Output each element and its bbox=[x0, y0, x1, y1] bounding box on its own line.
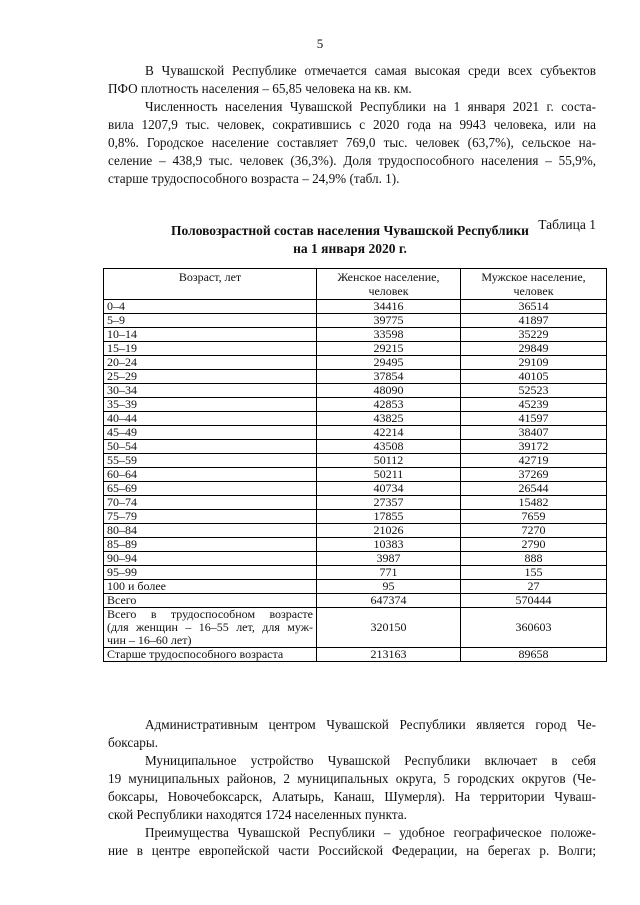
header-male: Мужское население, человек bbox=[461, 269, 607, 300]
male-cell: 26544 bbox=[461, 482, 607, 496]
female-cell: 10383 bbox=[317, 538, 461, 552]
male-cell: 40105 bbox=[461, 370, 607, 384]
text-line: Численность населения Чувашской Республики на 1 января 2021 г. соста- bbox=[145, 99, 596, 114]
senior-female: 213163 bbox=[317, 648, 461, 662]
table-row bbox=[104, 496, 607, 510]
age-cell: 95–99 bbox=[104, 566, 317, 580]
male-cell: 36514 bbox=[461, 300, 607, 314]
senior-label: Старше трудоспособного возраста bbox=[104, 648, 317, 662]
text-line: Преимущества Чувашской Республики – удобное географическое положе- bbox=[145, 825, 596, 840]
table-row bbox=[104, 468, 607, 482]
female-cell: 771 bbox=[317, 566, 461, 580]
age-cell: 0–4 bbox=[104, 300, 317, 314]
male-cell: 39172 bbox=[461, 440, 607, 454]
working-age-female: 320150 bbox=[317, 608, 461, 648]
senior-row bbox=[104, 648, 607, 662]
female-cell: 50211 bbox=[317, 468, 461, 482]
female-cell: 33598 bbox=[317, 328, 461, 342]
paragraph-municipal bbox=[108, 752, 596, 824]
text-line: селение – 438,9 тыс. человек (36,3%). Доля трудоспособного населения – 55,9%, bbox=[108, 153, 596, 168]
age-cell: 85–89 bbox=[104, 538, 317, 552]
table-row bbox=[104, 300, 607, 314]
male-cell: 7659 bbox=[461, 510, 607, 524]
male-cell: 41597 bbox=[461, 412, 607, 426]
text-line: боксары, Новочебоксарск, Алатырь, Канаш, Шумерля). На территории Чуваш- bbox=[108, 789, 596, 804]
page-number: 5 bbox=[316, 36, 324, 51]
table-label: Таблица 1 bbox=[538, 217, 596, 232]
male-cell: 888 bbox=[461, 552, 607, 566]
text-line: В Чувашской Республике отмечается самая высокая среди всех субъектов bbox=[145, 63, 596, 78]
male-cell: 37269 bbox=[461, 468, 607, 482]
female-cell: 43508 bbox=[317, 440, 461, 454]
paragraph-density bbox=[108, 62, 596, 98]
female-cell: 40734 bbox=[317, 482, 461, 496]
table-row bbox=[104, 510, 607, 524]
female-cell: 29495 bbox=[317, 356, 461, 370]
female-cell: 50112 bbox=[317, 454, 461, 468]
age-cell: 30–34 bbox=[104, 384, 317, 398]
table-title-line: на 1 января 2020 г. bbox=[293, 241, 407, 256]
male-cell: 15482 bbox=[461, 496, 607, 510]
male-cell: 38407 bbox=[461, 426, 607, 440]
male-cell: 29109 bbox=[461, 356, 607, 370]
female-cell: 34416 bbox=[317, 300, 461, 314]
paragraph-advantages bbox=[108, 824, 596, 860]
table-header-row bbox=[104, 269, 607, 300]
male-cell: 35229 bbox=[461, 328, 607, 342]
age-cell: 50–54 bbox=[104, 440, 317, 454]
female-cell: 647374 bbox=[317, 594, 461, 608]
working-age-row bbox=[104, 608, 607, 648]
table-title bbox=[0, 222, 640, 258]
female-cell: 95 bbox=[317, 580, 461, 594]
female-cell: 27357 bbox=[317, 496, 461, 510]
table-row bbox=[104, 384, 607, 398]
male-cell: 7270 bbox=[461, 524, 607, 538]
table-row bbox=[104, 426, 607, 440]
age-cell: 55–59 bbox=[104, 454, 317, 468]
table-row bbox=[104, 594, 607, 608]
male-cell: 155 bbox=[461, 566, 607, 580]
text-line: ской Республики находятся 1724 населенных пункта. bbox=[108, 807, 407, 822]
text-line: ние в центре европейской части Российской Федерации, на берегах р. Волги; bbox=[108, 843, 596, 858]
male-cell: 45239 bbox=[461, 398, 607, 412]
table-row bbox=[104, 580, 607, 594]
female-cell: 17855 bbox=[317, 510, 461, 524]
age-cell: 20–24 bbox=[104, 356, 317, 370]
age-cell: 10–14 bbox=[104, 328, 317, 342]
working-age-label bbox=[104, 608, 317, 648]
table-title-line: Половозрастной состав населения Чувашской Республики bbox=[171, 223, 529, 238]
text-line: Муниципальное устройство Чувашской Республики включает в себя bbox=[145, 753, 596, 768]
female-cell: 29215 bbox=[317, 342, 461, 356]
male-cell: 2790 bbox=[461, 538, 607, 552]
paragraph-population bbox=[108, 98, 596, 188]
working-age-male: 360603 bbox=[461, 608, 607, 648]
age-cell: 5–9 bbox=[104, 314, 317, 328]
age-cell: 75–79 bbox=[104, 510, 317, 524]
female-cell: 37854 bbox=[317, 370, 461, 384]
age-cell: 40–44 bbox=[104, 412, 317, 426]
male-cell: 29849 bbox=[461, 342, 607, 356]
text-line: старше трудоспособного возраста – 24,9% (табл. 1). bbox=[108, 171, 400, 186]
cell-line: (для женщин – 16–55 лет, для муж- bbox=[107, 620, 313, 634]
paragraph-capital bbox=[108, 716, 596, 752]
population-table bbox=[103, 268, 607, 662]
age-cell: 100 и более bbox=[104, 580, 317, 594]
cell-line: чин – 16–60 лет) bbox=[107, 633, 192, 647]
table-row bbox=[104, 538, 607, 552]
table-row bbox=[104, 328, 607, 342]
age-cell: 35–39 bbox=[104, 398, 317, 412]
male-cell: 570444 bbox=[461, 594, 607, 608]
text-line: Административным центром Чувашской Республики является город Че- bbox=[145, 717, 596, 732]
senior-male: 89658 bbox=[461, 648, 607, 662]
table-row bbox=[104, 566, 607, 580]
table-row bbox=[104, 398, 607, 412]
female-cell: 3987 bbox=[317, 552, 461, 566]
table-row bbox=[104, 524, 607, 538]
table-row bbox=[104, 314, 607, 328]
table-row bbox=[104, 412, 607, 426]
female-cell: 39775 bbox=[317, 314, 461, 328]
header-age: Возраст, лет bbox=[104, 269, 317, 300]
male-cell: 27 bbox=[461, 580, 607, 594]
female-cell: 21026 bbox=[317, 524, 461, 538]
text-line: 0,8%. Городское население составляет 769,0 тыс. человек (63,7%), сельское на- bbox=[108, 135, 596, 150]
table-row bbox=[104, 356, 607, 370]
female-cell: 42853 bbox=[317, 398, 461, 412]
table-row bbox=[104, 440, 607, 454]
male-cell: 52523 bbox=[461, 384, 607, 398]
female-cell: 43825 bbox=[317, 412, 461, 426]
age-cell: 80–84 bbox=[104, 524, 317, 538]
table-row bbox=[104, 370, 607, 384]
age-cell: 45–49 bbox=[104, 426, 317, 440]
table-row bbox=[104, 482, 607, 496]
age-cell: 25–29 bbox=[104, 370, 317, 384]
text-line: 19 муниципальных районов, 2 муниципальных округа, 5 городских округов (Че- bbox=[108, 771, 596, 786]
female-cell: 42214 bbox=[317, 426, 461, 440]
age-cell: 15–19 bbox=[104, 342, 317, 356]
age-cell: 60–64 bbox=[104, 468, 317, 482]
table-row bbox=[104, 552, 607, 566]
male-cell: 42719 bbox=[461, 454, 607, 468]
text-line: боксары. bbox=[108, 735, 159, 750]
text-line: вила 1207,9 тыс. человек, сократившись с 2020 года на 9943 человека, или на bbox=[108, 117, 596, 132]
age-cell: Всего bbox=[104, 594, 317, 608]
text-line: ПФО плотность населения – 65,85 человека на кв. км. bbox=[108, 81, 412, 96]
table-row bbox=[104, 342, 607, 356]
table-row bbox=[104, 454, 607, 468]
header-female: Женское население, человек bbox=[317, 269, 461, 300]
female-cell: 48090 bbox=[317, 384, 461, 398]
cell-line: Всего в трудоспособном возрасте bbox=[107, 607, 313, 621]
male-cell: 41897 bbox=[461, 314, 607, 328]
age-cell: 90–94 bbox=[104, 552, 317, 566]
age-cell: 65–69 bbox=[104, 482, 317, 496]
age-cell: 70–74 bbox=[104, 496, 317, 510]
